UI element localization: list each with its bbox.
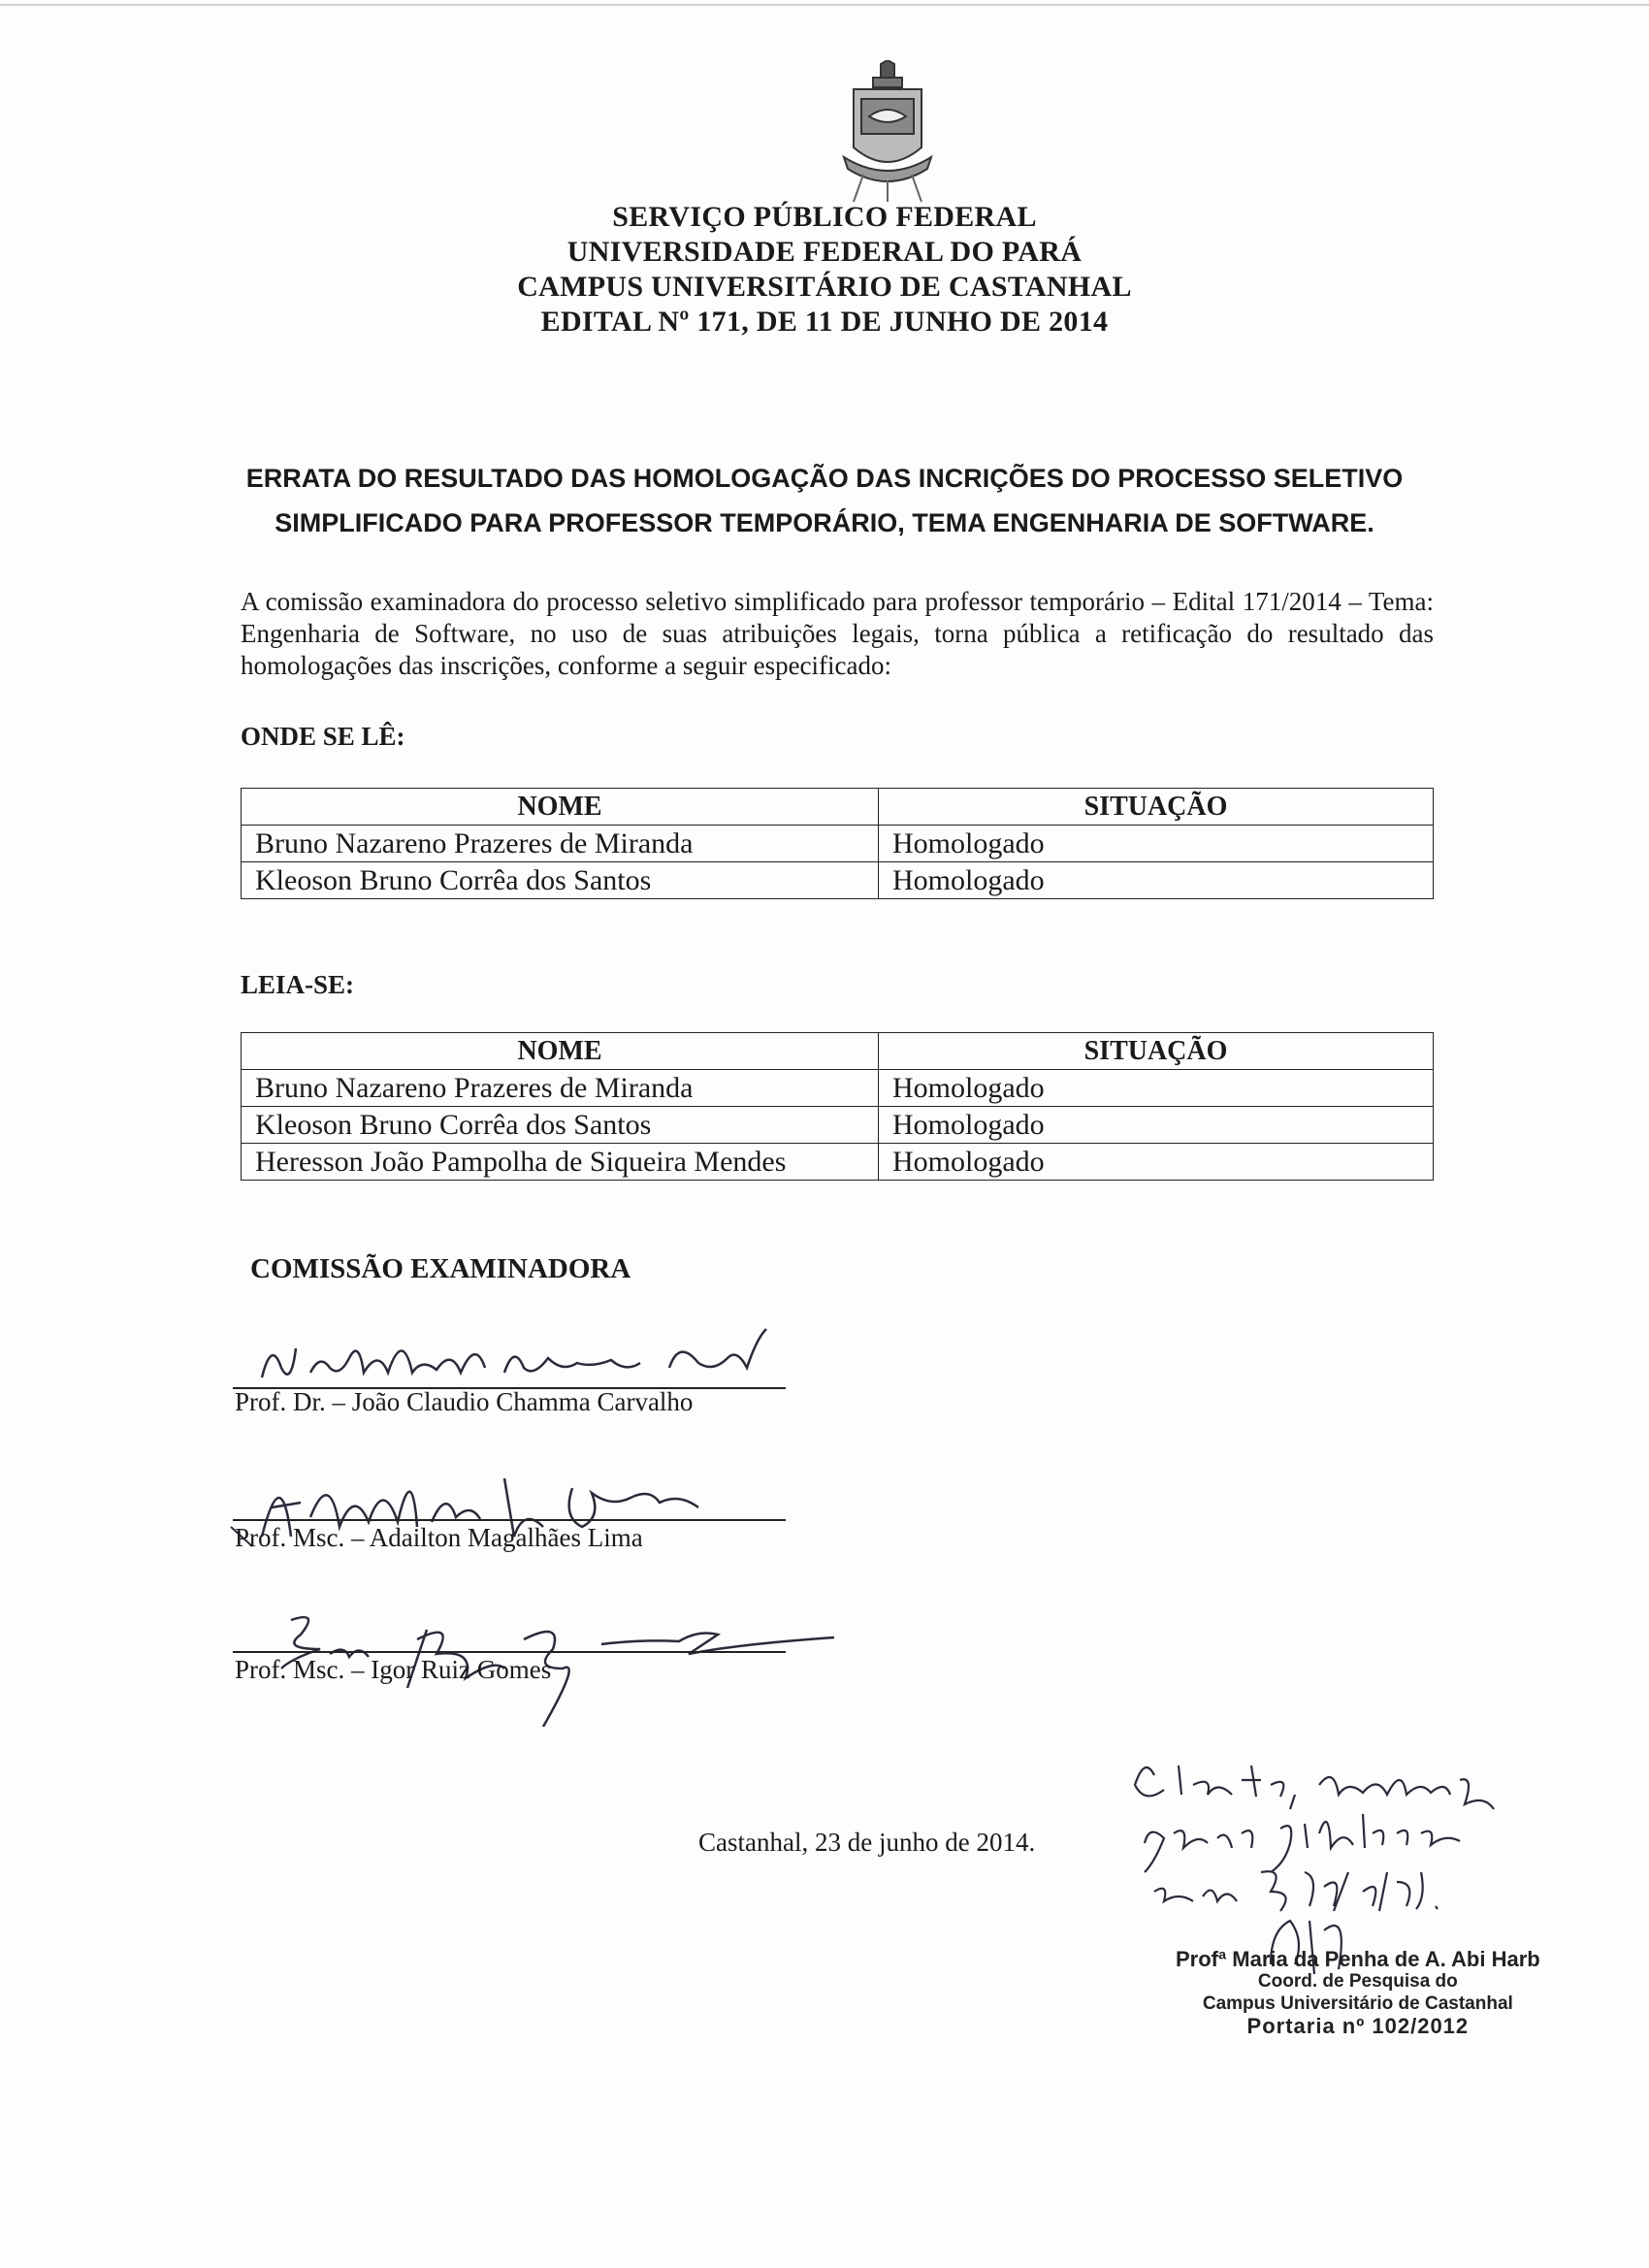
table-row bbox=[242, 862, 1434, 899]
title-line-2: SIMPLIFICADO PARA PROFESSOR TEMPORÁRIO, TEMA ENGENHARIA DE SOFTWARE. bbox=[275, 508, 1374, 537]
column-header-status: SITUAÇÃO bbox=[879, 1033, 1434, 1070]
table-header-row bbox=[242, 1033, 1434, 1070]
title-line-1: ERRATA DO RESULTADO DAS HOMOLOGAÇÃO DAS INCRIÇÕES DO PROCESSO SELETIVO bbox=[245, 464, 1404, 493]
cell-name: Heresson João Pampolha de Siqueira Mendes bbox=[242, 1144, 879, 1181]
cell-status: Homologado bbox=[879, 826, 1434, 862]
cell-name: Bruno Nazareno Prazeres de Miranda bbox=[242, 826, 879, 862]
document-title bbox=[0, 456, 1649, 545]
cell-status: Homologado bbox=[879, 1107, 1434, 1144]
signature-joao-claudio bbox=[242, 1319, 805, 1397]
stamp-campus: Campus Universitário de Castanhal bbox=[1202, 1993, 1513, 2014]
header-line-university: UNIVERSIDADE FEDERAL DO PARÁ bbox=[566, 236, 1083, 268]
cell-status: Homologado bbox=[879, 1144, 1434, 1181]
signer-name: Prof. Msc. – Adailton Magalhães Lima bbox=[235, 1523, 643, 1552]
cell-status: Homologado bbox=[879, 862, 1434, 899]
scan-edge-line bbox=[0, 4, 1649, 6]
column-header-status: SITUAÇÃO bbox=[879, 789, 1434, 826]
cell-name: Kleoson Bruno Corrêa dos Santos bbox=[242, 862, 879, 899]
cell-name: Kleoson Bruno Corrêa dos Santos bbox=[242, 1107, 879, 1144]
comissao-title: COMISSÃO EXAMINADORA bbox=[250, 1253, 631, 1284]
stamp-name: Profª Maria da Penha de A. Abi Harb bbox=[1176, 1947, 1540, 1971]
intro-paragraph: A comissão examinadora do processo seletivo simplificado para professor temporário – Edital 171/2014 – Tema: Engenharia de Software, no uso de suas atribuições legais, torna pública a retificação do resultado das homologações das inscrições, conforme a seguir especificado: bbox=[241, 587, 1434, 680]
leia-se-table bbox=[241, 1032, 1434, 1181]
signature-line bbox=[233, 1651, 786, 1653]
date-line: Castanhal, 23 de junho de 2014. bbox=[698, 1828, 1036, 1857]
table-header-row bbox=[242, 789, 1434, 826]
table-row bbox=[242, 1107, 1434, 1144]
table-row bbox=[242, 1070, 1434, 1107]
onde-se-le-table bbox=[241, 788, 1434, 899]
onde-se-le-label: ONDE SE LÊ: bbox=[241, 722, 405, 751]
column-header-name: NOME bbox=[242, 789, 879, 826]
cell-status: Homologado bbox=[879, 1070, 1434, 1107]
cell-name: Bruno Nazareno Prazeres de Miranda bbox=[242, 1070, 879, 1107]
stamp-role: Coord. de Pesquisa do bbox=[1257, 1971, 1458, 1992]
header-line-edital: EDITAL Nº 171, DE 11 DE JUNHO DE 2014 bbox=[540, 306, 1109, 338]
header-line-service: SERVIÇO PÚBLICO FEDERAL bbox=[612, 201, 1037, 233]
column-header-name: NOME bbox=[242, 1033, 879, 1070]
handwritten-authorization-note bbox=[1125, 1736, 1513, 1979]
table-row bbox=[242, 1144, 1434, 1181]
signer-name: Prof. Dr. – João Claudio Chamma Carvalho bbox=[235, 1387, 694, 1416]
stamp-portaria: Portaria nº 102/2012 bbox=[1246, 2014, 1470, 2038]
document-header bbox=[0, 200, 1649, 340]
header-line-campus: CAMPUS UNIVERSITÁRIO DE CASTANHAL bbox=[517, 271, 1132, 303]
table-row bbox=[242, 826, 1434, 862]
signer-name: Prof. Msc. – Igor Ruiz Gomes bbox=[235, 1655, 552, 1684]
university-crest-logo bbox=[834, 60, 941, 204]
coordinator-stamp bbox=[1176, 1948, 1540, 2037]
leia-se-label: LEIA-SE: bbox=[241, 970, 355, 999]
signature-line bbox=[233, 1519, 786, 1521]
